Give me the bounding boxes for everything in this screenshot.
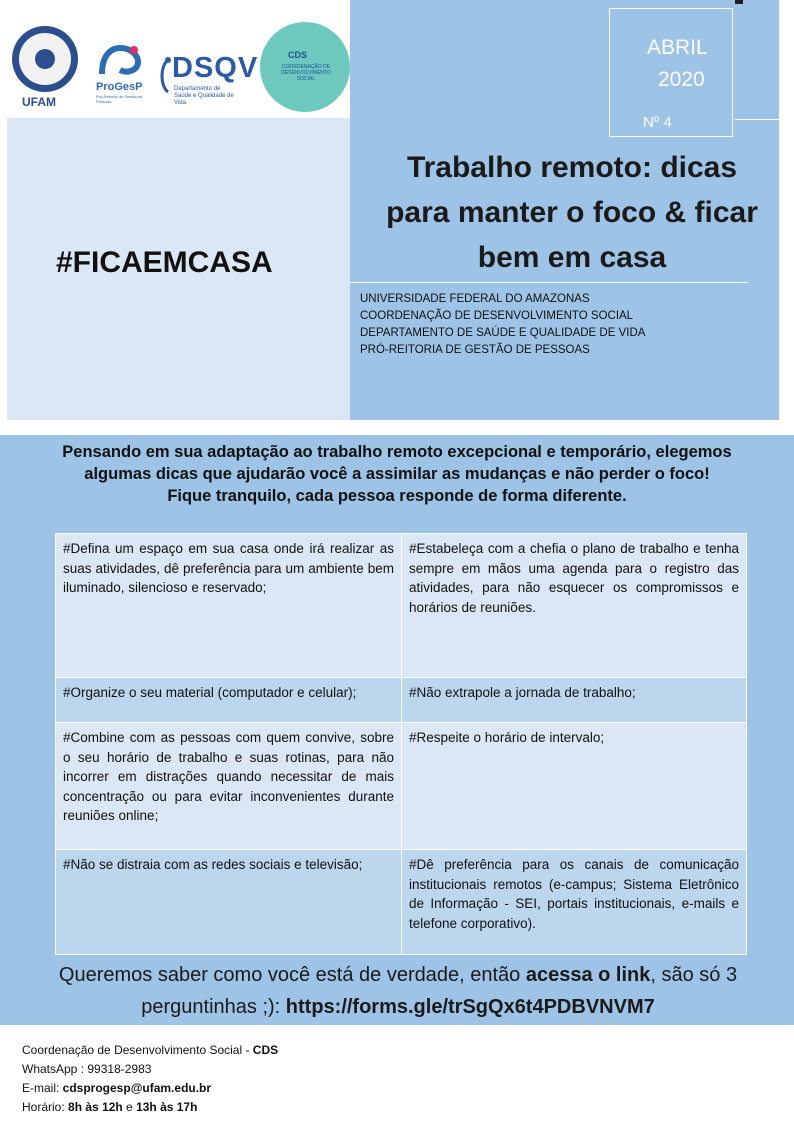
institution-line: PRÓ-REITORIA DE GESTÃO DE PESSOAS — [360, 344, 590, 356]
progesp-logo-icon — [98, 44, 142, 80]
cta-text: , são só 3 perguntinhas ;): — [141, 964, 738, 1018]
footer-org-label: Coordenação de Desenvolvimento Social - — [22, 1043, 253, 1057]
tip-cell: #Não se distraia com as redes sociais e televisão; — [56, 850, 402, 955]
dsqv-logo-icon — [156, 56, 172, 96]
hashtag-heading: #FICAEMCASA — [56, 246, 273, 279]
footer-whatsapp — [22, 1060, 278, 1079]
hours-label: Horário: — [22, 1100, 69, 1114]
issue-month: ABRIL — [647, 36, 708, 59]
intro-line: algumas dicas que ajudarão você a assimilar as mudanças e não perder o foco! — [84, 465, 710, 483]
tip-cell: #Defina um espaço em sua casa onde irá realizar as suas atividades, dê preferência para um ambiente bem iluminado, silencioso e reservado; — [56, 534, 402, 678]
dsqv-logo-subtitle: Departamento de Saúde e Qualidade de Vida — [174, 86, 234, 106]
footer-org-acronym: CDS — [252, 1043, 279, 1057]
issue-number: Nº 4 — [643, 114, 672, 131]
intro-paragraph — [4, 441, 790, 507]
hours-and: e — [122, 1100, 137, 1114]
top-edge-mark — [735, 0, 743, 4]
issue-year: 2020 — [658, 68, 705, 91]
cta-emphasis: acessa o link — [525, 964, 651, 986]
footer-email — [22, 1079, 278, 1098]
ufam-logo-text: UFAM — [22, 95, 56, 109]
intro-line: Pensando em sua adaptação ao trabalho remoto excepcional e temporário, elegemos — [62, 443, 732, 461]
ufam-seal-logo — [12, 26, 78, 92]
contact-footer — [22, 1041, 278, 1117]
whatsapp-label: WhatsApp : — [22, 1062, 88, 1076]
institution-line: UNIVERSIDADE FEDERAL DO AMAZONAS — [360, 293, 590, 305]
cta-text: Queremos saber como você está de verdade, então — [58, 964, 526, 986]
progesp-logo-text: ProGesP — [96, 81, 143, 93]
email-address[interactable]: cdsprogesp@ufam.edu.br — [62, 1081, 212, 1095]
table-row — [56, 850, 747, 955]
title-line: para manter o foco & ficar — [386, 196, 758, 229]
hours-afternoon: 13h às 17h — [136, 1100, 198, 1114]
tip-cell: #Não extrapole a jornada de trabalho; — [402, 678, 747, 723]
intro-line: Fique tranquilo, cada pessoa responde de forma diferente. — [167, 487, 627, 505]
institution-list — [360, 291, 645, 359]
dsqv-logo-text: DSQV — [172, 52, 259, 84]
title-divider — [350, 282, 748, 283]
hours-morning: 8h às 12h — [68, 1100, 123, 1114]
progesp-logo-subtitle: Pró-Reitoria de Gestão de Pessoas — [96, 94, 143, 104]
email-label: E-mail: — [22, 1081, 63, 1095]
footer-org — [22, 1041, 278, 1060]
tip-cell: #Dê preferência para os canais de comunicação institucionais remotos (e-campus; Sistema Eletrônico de Informação - SEI, portais institucionais, e-mails e telefone corporativo). — [402, 850, 747, 955]
page-title — [352, 145, 792, 280]
tip-cell: #Respeite o horário de intervalo; — [402, 723, 747, 850]
whatsapp-number: 99318-2983 — [87, 1062, 152, 1076]
title-line: bem em casa — [477, 241, 667, 274]
tip-cell: #Combine com as pessoas com quem convive, sobre o seu horário de trabalho e suas rotinas, para não incorrer em distrações quando necessitar de mais concentração ou para evitar inconvenientes durante reuniões online; — [56, 723, 402, 850]
title-line: Trabalho remoto: dicas — [406, 151, 738, 184]
table-row — [56, 534, 747, 678]
cds-logo-text: CDS — [288, 50, 308, 60]
survey-link[interactable]: https://forms.gle/trSgQx6t4PDBVNVM7 — [285, 996, 655, 1018]
header-divider-line — [735, 119, 779, 120]
tip-cell: #Estabeleça com a chefia o plano de trabalho e tenha sempre em mãos uma agenda para o registro das atividades, para não esquecer os compromissos e horários de reuniões. — [402, 534, 747, 678]
survey-call-to-action — [18, 959, 778, 1023]
institution-line: DEPARTAMENTO DE SAÚDE E QUALIDADE DE VIDA — [360, 327, 646, 339]
cds-logo-subtitle: COORDENAÇÃO DE DESENVOLVIMENTO SOCIAL — [281, 64, 331, 82]
table-row — [56, 678, 747, 723]
tips-table — [55, 533, 747, 955]
tip-cell: #Organize o seu material (computador e celular); — [56, 678, 402, 723]
footer-hours — [22, 1098, 278, 1117]
institution-line: COORDENAÇÃO DE DESENVOLVIMENTO SOCIAL — [360, 310, 634, 322]
table-row — [56, 723, 747, 850]
